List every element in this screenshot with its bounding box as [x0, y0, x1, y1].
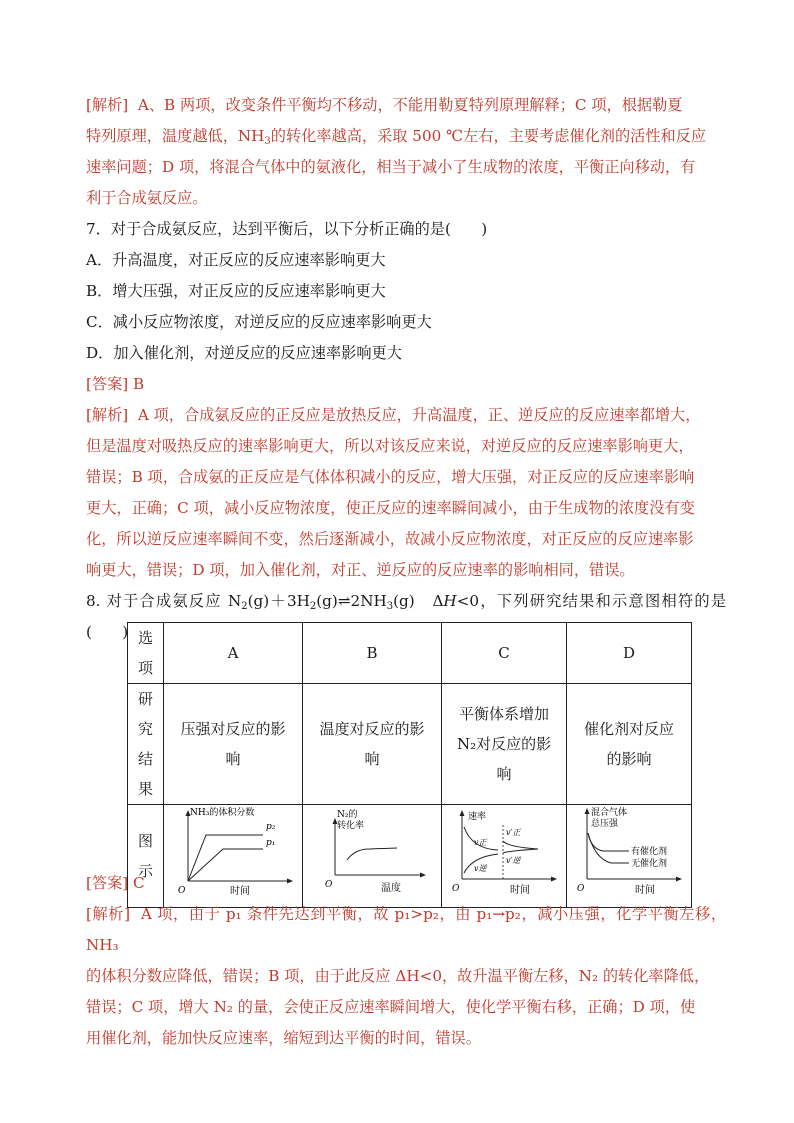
- q7-analysis: [解析] A 项，合成氨反应的正反应是放热反应，升高温度，正、逆反应的反应速率都增大， 但是温度对吸热反应的速率影响更大，所以对该反应来说，对逆反应的反应速率影响更大， 错误；B 项，合成氨的正反应是气体体积减小的反应，增大压强，对正反应的反应速率影响 更大，正确；C 项，减小反应物浓度，使正反应的速率瞬间减小，由于生成物的浓度没有变 化，所以逆反应速率瞬间不变，然后逐渐减小，故减小反应物浓度，对正反应的反应速率影 响更大，错误；D 项，加入催化剂，对正、逆反应的反应速率的影响相同，错误。: [86, 406, 701, 579]
- table-header-cell: 选项: [128, 623, 164, 684]
- svg-text:v正: v正: [474, 838, 487, 847]
- q8-answer: [答案] C: [86, 874, 145, 892]
- analysis-q6: [解析] A、B 两项，改变条件平衡均不移动，不能用勒夏特列原理解释；C 项，根据勒夏 特列原理，温度越低，$NH_3$的转化率越高，采取 500 ℃左右，主要考虑催化剂的活性和反应 速率问题；D 项，将混合气体中的氨液化，相当于减小了生成物的浓度，平衡正向移动，有 利于合成氨反应。: [86, 96, 707, 207]
- graph-d-ylabel: 总压强: [591, 819, 619, 829]
- q7-option-d: D．加入催化剂，对逆反应的反应速率影响更大: [86, 344, 402, 362]
- q8-analysis: [解析] A 项，由于 p₁ 条件先达到平衡，故 p₁>p₂，由 p₁→p₂，减小压强，化学平衡左移，NH₃ 的体积分数应降低，错误；B 项，由于此反应 ΔH<0，故升温平衡左移，N₂ 的转化率降低， 错误；C 项，增大 N₂ 的量，会使正反应速率瞬间增大，使化学平衡右移，正确；D 项，使 用催化剂，能加快反应速率，缩短到达平衡的时间，错误。: [86, 905, 727, 1047]
- table-header-cell: D: [567, 623, 692, 684]
- svg-text:N₂的: N₂的: [337, 810, 358, 820]
- table-header-cell: C: [442, 623, 567, 684]
- row-label-graph: 图示: [128, 805, 164, 908]
- graph-b-xlabel: 温度: [381, 883, 402, 894]
- table-header-cell: B: [303, 623, 442, 684]
- graph-a-p1: p₁: [266, 838, 276, 848]
- graph-d-xlabel: 时间: [635, 885, 656, 896]
- svg-text:v′逆: v′逆: [506, 856, 521, 865]
- graph-a-ylabel: NH₃的体积分数: [190, 808, 255, 818]
- result-cell-c: 平衡体系增加N₂对反应的影响: [442, 684, 567, 805]
- svg-text:O: O: [325, 880, 333, 890]
- svg-text:O: O: [178, 886, 186, 896]
- result-cell-d: 催化剂对反应的影响: [567, 684, 692, 805]
- document-body: [86, 90, 726, 648]
- table-header-row: [128, 623, 692, 684]
- graph-a-p2: p₂: [266, 822, 276, 832]
- graph-c-xlabel: 时间: [510, 885, 531, 896]
- question-8-stem: 8. 对于合成氨反应 $N_2(g)+3H_2(g)\rightleftharpoons 2NH_3(g)$ ΔH<0，下列研究结果和示意图相符的是( ): [86, 592, 727, 641]
- table-results-row: [128, 684, 692, 805]
- result-cell-b: 温度对反应的影响: [303, 684, 442, 805]
- svg-text:O: O: [577, 884, 585, 894]
- q7-option-c: C．减小反应物浓度，对逆反应的反应速率影响更大: [86, 313, 432, 331]
- graph-d-catalyst: 有催化剂: [631, 847, 668, 857]
- graph-a-xlabel: 时间: [230, 886, 251, 897]
- svg-text:O: O: [452, 884, 460, 894]
- table-header-cell: A: [164, 623, 303, 684]
- analysis-tag: [解析]: [86, 96, 129, 114]
- q7-answer: [答案] B: [86, 375, 145, 393]
- q7-option-a: A．升高温度，对正反应的反应速率影响更大: [86, 251, 386, 269]
- svg-text:v′正: v′正: [506, 828, 521, 837]
- q8-answer-section: [86, 868, 726, 1054]
- graph-b-ylabel: 转化率: [337, 821, 365, 831]
- graph-d-no-catalyst: 无催化剂: [631, 859, 668, 869]
- result-cell-a: 压强对反应的影响: [164, 684, 303, 805]
- svg-text:混合气体: 混合气体: [591, 808, 628, 818]
- row-label-results: 研究结果: [128, 684, 164, 805]
- equilibrium-arrow-icon: ⇌: [337, 592, 351, 610]
- question-7-stem: 7．对于合成氨反应，达到平衡后，以下分析正确的是( ): [86, 220, 488, 238]
- q8-options-table: [127, 622, 692, 908]
- graph-c-ylabel: 速率: [468, 812, 487, 822]
- svg-text:v逆: v逆: [474, 864, 487, 873]
- q7-option-b: B．增大压强，对正反应的反应速率影响更大: [86, 282, 386, 300]
